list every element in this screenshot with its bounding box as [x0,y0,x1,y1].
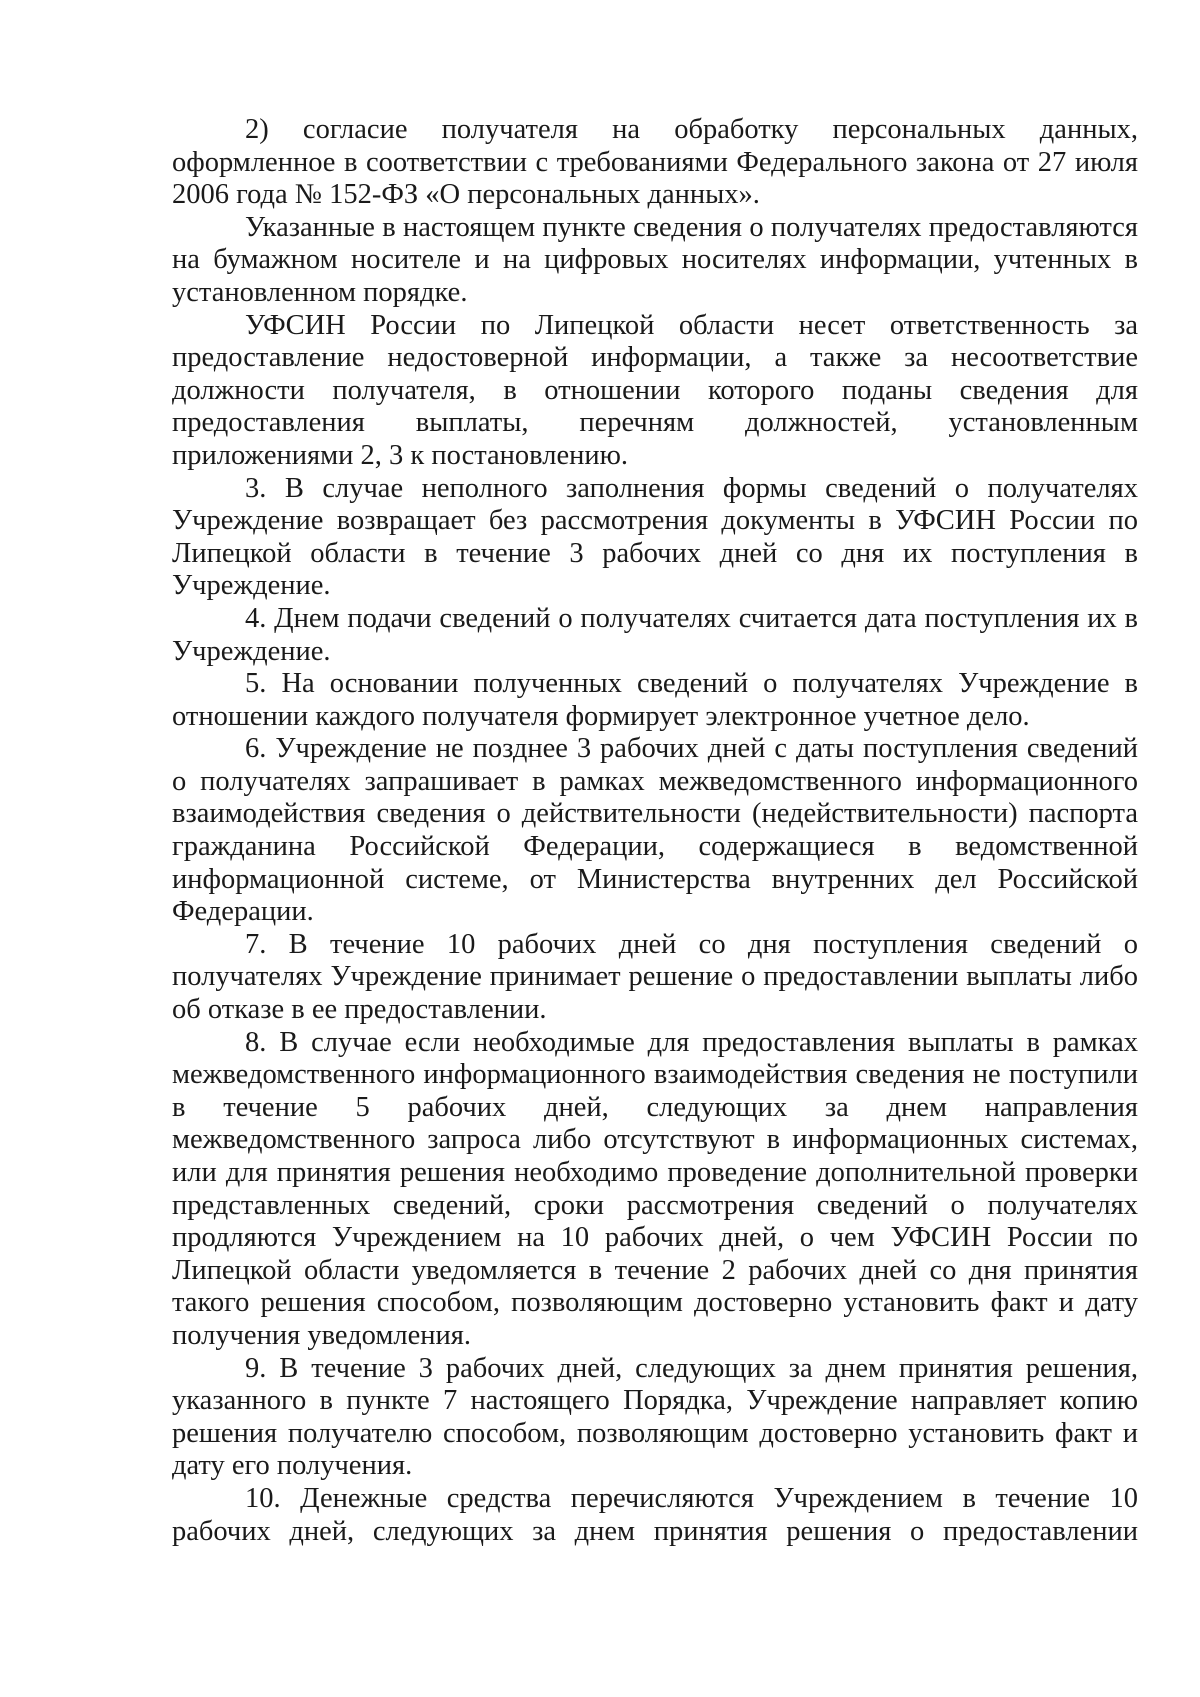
paragraph-item-9: 9. В течение 3 рабочих дней, следующих за днем принятия решения, указанного в пункте 7 настоящего Порядка, Учреждение направляет копию решения получателю способом, позволяющим достоверно установить факт и дату его получения. [172,1352,1138,1482]
paragraph-item-6: 6. Учреждение не позднее 3 рабочих дней с даты поступления сведений о получателях запрашивает в рамках межведомственного информационного взаимодействия сведения о действительности (недействительности) паспорта гражданина Российской Федерации, содержащиеся в ведомственной информационной системе, от Министерства внутренних дел Российской Федерации. [172,733,1138,928]
paragraph-data-media: Указанные в настоящем пункте сведения о получателях предоставляются на бумажном носителе и на цифровых носителях информации, учтенных в установленном порядке. [172,211,1138,308]
paragraph-item-7: 7. В течение 10 рабочих дней со дня поступления сведений о получателях Учреждение принимает решение о предоставлении выплаты либо об отказе в ее предоставлении. [172,928,1138,1026]
paragraph-item-8: 8. В случае если необходимые для предоставления выплаты в рамках межведомственного информационного взаимодействия сведения не поступили в течение 5 рабочих дней, следующих за днем направления межведомственного запроса либо отсутствуют в информационных системах, или для принятия решения необходимо проведение дополнительной проверки представленных сведений, сроки рассмотрения сведений о получателях продляются Учреждением на 10 рабочих дней, о чем УФСИН России по Липецкой области уведомляется в течение 2 рабочих дней со дня принятия такого решения способом, позволяющим достоверно установить факт и дату получения уведомления. [172,1026,1138,1351]
document-body [172,114,1138,1548]
paragraph-item-3: 3. В случае неполного заполнения формы сведений о получателях Учреждение возвращает без рассмотрения документы в УФСИН России по Липецкой области в течение 3 рабочих дней со дня их поступления в Учреждение. [172,472,1138,602]
paragraph-item-5: 5. На основании полученных сведений о получателях Учреждение в отношении каждого получателя формирует электронное учетное дело. [172,668,1138,732]
paragraph-item-10: 10. Денежные средства перечисляются Учреждением в течение 10 рабочих дней, следующих за днем принятия решения о предоставлении [172,1482,1138,1547]
paragraph-ufsin-responsibility: УФСИН России по Липецкой области несет ответственность за предоставление недостоверной информации, а также за несоответствие должности получателя, в отношении которого поданы сведения для предоставления выплаты, перечням должностей, установленным приложениями 2, 3 к постановлению. [172,309,1138,471]
paragraph-consent-item-2: 2) согласие получателя на обработку персональных данных, оформленное в соответствии с требованиями Федерального закона от 27 июля 2006 года № 152-ФЗ «О персональных данных». [172,114,1138,211]
paragraph-item-4: 4. Днем подачи сведений о получателях считается дата поступления их в Учреждение. [172,602,1138,667]
